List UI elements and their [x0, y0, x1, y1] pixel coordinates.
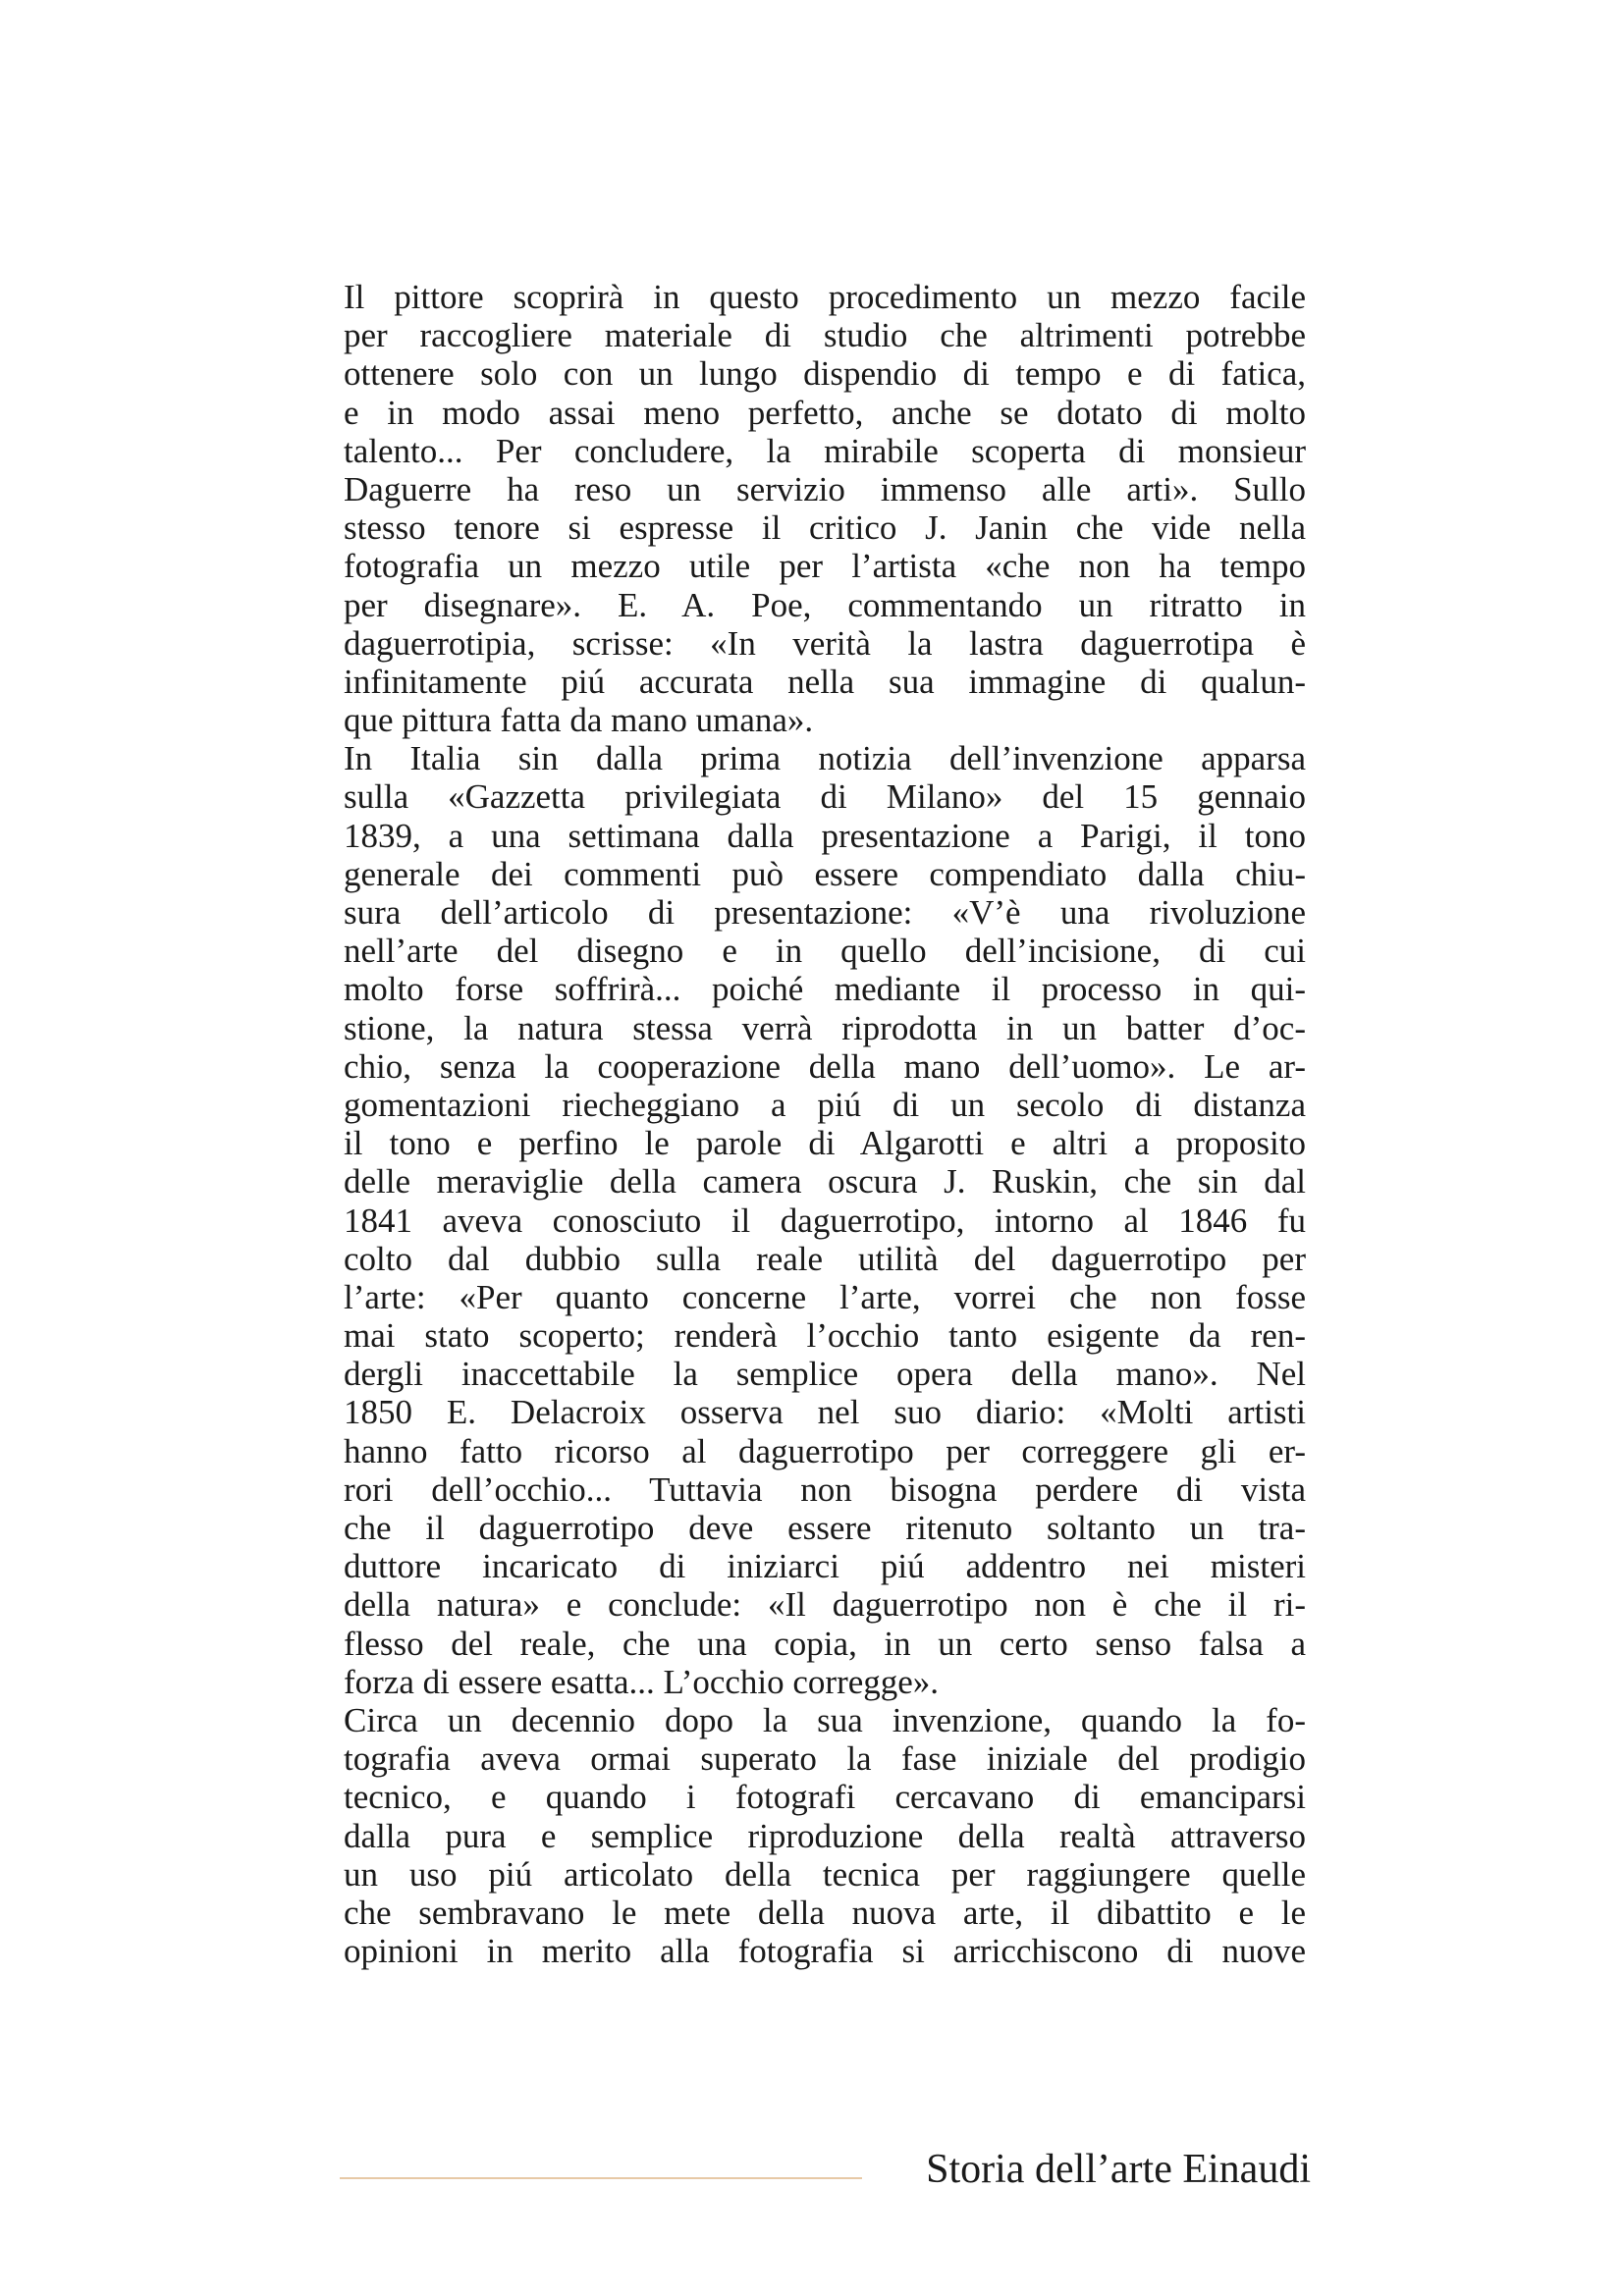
text-line: Il pittore scoprirà in questo procedimento un mezzo facile [344, 278, 1306, 316]
text-line: un uso piú articolato della tecnica per raggiungere quelle [344, 1854, 1306, 1894]
text-line: sulla «Gazzetta privilegiata di Milano» del 15 gennaio [344, 777, 1306, 817]
body-text [344, 278, 1306, 1970]
text-line: per disegnare». E. A. Poe, commentando un ritratto in [344, 585, 1306, 624]
text-line: che il daguerrotipo deve essere ritenuto soltanto un tra- [344, 1509, 1306, 1547]
text-line: hanno fatto ricorso al daguerrotipo per correggere gli er- [344, 1431, 1306, 1470]
text-line: l’arte: «Per quanto concerne l’arte, vorrei che non fosse [344, 1277, 1306, 1316]
text-line: que pittura fatta da mano umana». [344, 701, 814, 740]
text-line: nell’arte del disegno e in quello dell’incisione, di cui [344, 932, 1306, 971]
text-line: dergli inaccettabile la semplice opera della mano». Nel [344, 1355, 1306, 1394]
text-line: 1841 aveva conosciuto il daguerrotipo, intorno al 1846 fu [344, 1201, 1306, 1240]
text-line: infinitamente piú accurata nella sua immagine di qualun- [344, 662, 1306, 701]
footer-publication-title: Storia dell’arte Einaudi [926, 2147, 1311, 2192]
text-line: duttore incaricato di iniziarci piú addentro nei misteri [344, 1547, 1306, 1586]
text-line: mai stato scoperto; renderà l’occhio tanto esigente da ren- [344, 1316, 1306, 1356]
text-line: flesso del reale, che una copia, in un certo senso falsa a [344, 1624, 1306, 1663]
text-line: chio, senza la cooperazione della mano dell’uomo». Le ar- [344, 1046, 1306, 1086]
paragraph-1 [344, 278, 1306, 739]
text-line: ottenere solo con un lungo dispendio di tempo e di fatica, [344, 354, 1306, 394]
paragraph-3 [344, 1701, 1306, 1970]
text-line: molto forse soffrirà... poiché mediante il processo in qui- [344, 970, 1306, 1009]
text-line: opinioni in merito alla fotografia si arricchiscono di nuove [344, 1932, 1306, 1971]
text-line: tografia aveva ormai superato la fase iniziale del prodigio [344, 1739, 1306, 1779]
text-line: colto dal dubbio sulla reale utilità del daguerrotipo per [344, 1239, 1306, 1278]
text-line: daguerrotipia, scrisse: «In verità la lastra daguerrotipa è [344, 623, 1306, 663]
text-line: In Italia sin dalla prima notizia dell’invenzione apparsa [344, 739, 1306, 778]
text-line: Daguerre ha reso un servizio immenso alle arti». Sullo [344, 469, 1306, 508]
footer-divider [340, 2177, 862, 2179]
text-line: per raccogliere materiale di studio che altrimenti potrebbe [344, 316, 1306, 355]
text-line: talento... Per concludere, la mirabile scoperta di monsieur [344, 431, 1306, 470]
text-line: della natura» e conclude: «Il daguerrotipo non è che il ri- [344, 1585, 1306, 1625]
text-line: dalla pura e semplice riproduzione della realtà attraverso [344, 1816, 1306, 1855]
text-line: tecnico, e quando i fotografi cercavano di emanciparsi [344, 1778, 1306, 1817]
text-line: generale dei commenti può essere compendiato dalla chiu- [344, 854, 1306, 893]
text-line: delle meraviglie della camera oscura J. Ruskin, che sin dal [344, 1162, 1306, 1201]
text-line: stesso tenore si espresse il critico J. Janin che vide nella [344, 508, 1306, 548]
text-line: e in modo assai meno perfetto, anche se dotato di molto [344, 393, 1306, 432]
text-line: forza di essere esatta... L’occhio corregge». [344, 1662, 940, 1701]
text-line: fotografia un mezzo utile per l’artista «che non ha tempo [344, 547, 1306, 586]
text-line: rori dell’occhio... Tuttavia non bisogna perdere di vista [344, 1469, 1306, 1509]
paragraph-2 [344, 739, 1306, 1701]
text-line: Circa un decennio dopo la sua invenzione, quando la fo- [344, 1700, 1306, 1739]
text-line: gomentazioni riecheggiano a piú di un secolo di distanza [344, 1085, 1306, 1124]
text-line: 1839, a una settimana dalla presentazione a Parigi, il tono [344, 816, 1306, 855]
text-line: il tono e perfino le parole di Algarotti e altri a proposito [344, 1124, 1306, 1163]
text-line: che sembravano le mete della nuova arte, il dibattito e le [344, 1893, 1306, 1932]
text-line: 1850 E. Delacroix osserva nel suo diario: «Molti artisti [344, 1393, 1306, 1432]
text-line: sura dell’articolo di presentazione: «V’è una rivoluzione [344, 893, 1306, 932]
text-line: stione, la natura stessa verrà riprodotta in un batter d’oc- [344, 1008, 1306, 1047]
